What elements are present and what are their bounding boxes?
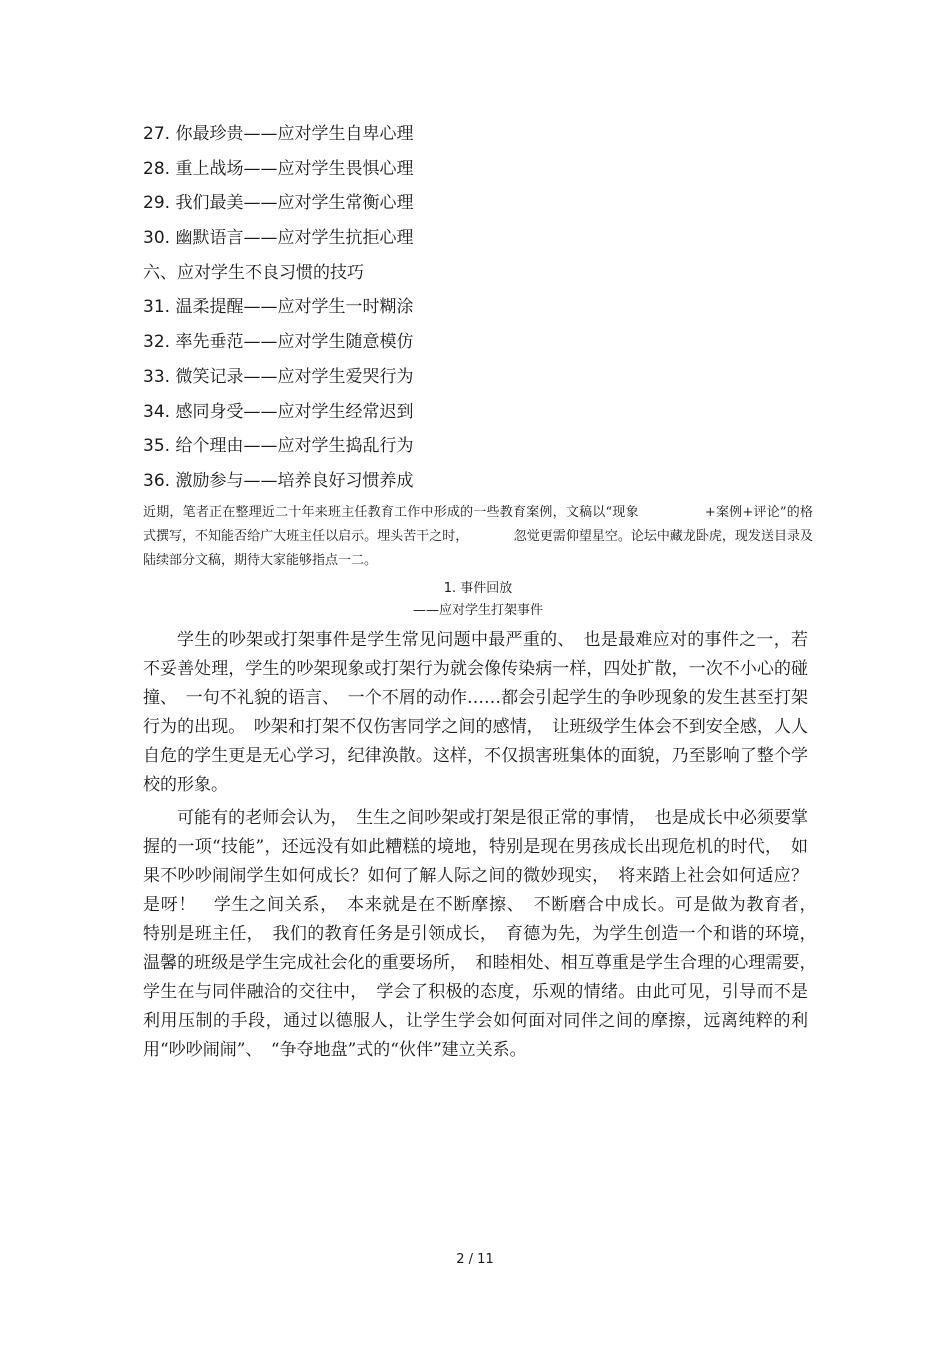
body-paragraph-1: 学生的吵架或打架事件是学生常见问题中最严重的、 也是最难应对的事件之一，若不妥善处理，学生的吵架现象或打架行为就会像传染病一样，四处扩散，一次不小心的碰撞、 一句不礼貌的语言、 一个不屑的动作……都会引起学生的争吵现象的发生甚至打架行为的出现。 吵架和打架不仅伤害同学之间的感情， 让班级学生体会不到安全感，人人自危的学生更是无心学习，纪律涣散。这样，不仅损害班集体的面貌，乃至影响了整个学校的形象。 <box>143 630 808 795</box>
toc-item: 27. 你最珍贵——应对学生自卑心理 <box>143 124 414 144</box>
toc-item: 35. 给个理由——应对学生捣乱行为 <box>143 436 414 457</box>
toc-item: 32. 率先垂范——应对学生随意模仿 <box>143 332 414 353</box>
page-number: 2 / 11 <box>456 1252 494 1267</box>
toc-item: 33. 微笑记录——应对学生爱哭行为 <box>143 366 414 387</box>
section-title: 1. 事件回放 <box>443 581 513 596</box>
toc-item: 30. 幽默语言——应对学生抗拒心理 <box>143 228 414 249</box>
toc-item: 28. 重上战场——应对学生畏惧心理 <box>143 158 414 179</box>
toc-item: 34. 感同身受——应对学生经常迟到 <box>143 401 414 422</box>
intro-text: 近期，笔者正在整理近二十年来班主任教育工作中形成的一些教育案例，文稿以“现象 +案例+评论”的格式撰写，不知能否给广大班主任以启示。埋头苦干之时， 忽觉更需仰望星空。论坛中藏龙卧虎，现发送目录及陆续部分文稿，期待大家能够指点一二。 <box>143 505 813 568</box>
toc-section-heading: 六、应对学生不良习惯的技巧 <box>143 262 364 283</box>
toc-item: 36. 激励参与——培养良好习惯养成 <box>143 470 414 491</box>
table-of-contents <box>143 119 823 501</box>
toc-item: 31. 温柔提醒——应对学生一时糊涂 <box>143 297 414 318</box>
toc-item: 29. 我们最美——应对学生常衡心理 <box>143 193 414 214</box>
body-paragraph-2: 可能有的老师会认为， 生生之间吵架或打架是很正常的事情， 也是成长中必须要掌握的一项“技能”，还远没有如此糟糕的境地，特别是现在男孩成长出现危机的时代， 如果不吵吵闹闹学生如何成长？如何了解人际之间的微妙现实， 将来踏上社会如何适应？是呀！ 学生之间关系， 本来就是在不断摩擦、 不断磨合中成长。可是做为教育者， 特别是班主任， 我们的教育任务是引领成长， 育德为先，为学生创造一个和谐的环境， 温馨的班级是学生完成社会化的重要场所， 和睦相处、相互尊重是学生合理的心理需要， 学生在与同伴融洽的交往中， 学会了积极的态度，乐观的情绪。由此可见，引导而不是利用压制的手段，通过以德服人，让学生学会如何面对同伴之间的摩擦，远离纯粹的利用“吵吵闹闹”、 “争夺地盘”式的“伙伴”建立关系。 <box>143 808 825 1060</box>
section-subtitle: ——应对学生打架事件 <box>412 603 543 618</box>
intro-note <box>143 501 813 573</box>
